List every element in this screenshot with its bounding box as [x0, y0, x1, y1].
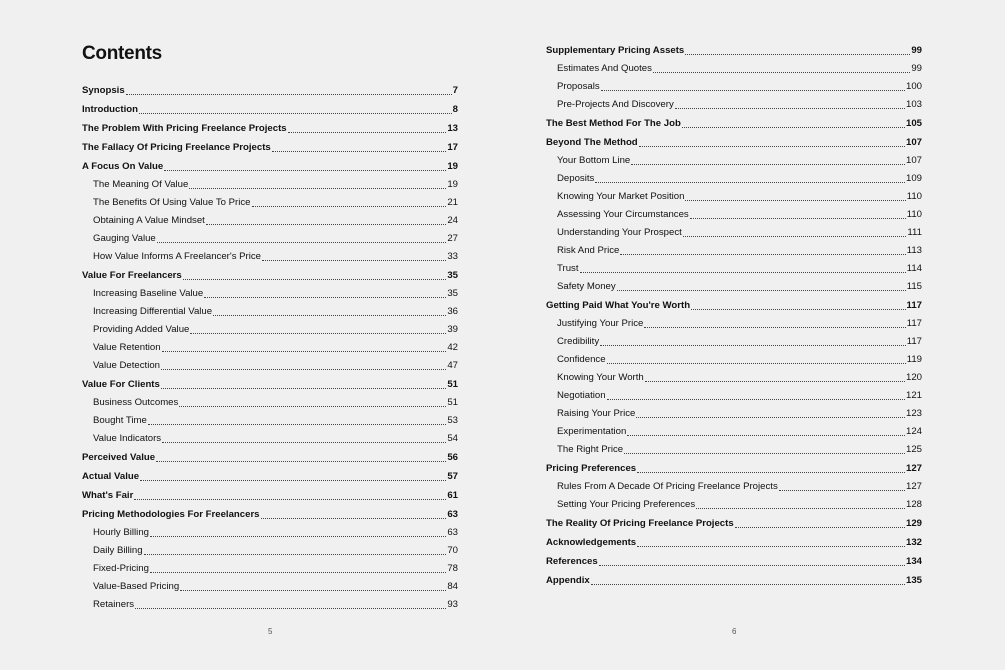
toc-entry-page: 117 — [906, 336, 922, 347]
toc-entry-label: Daily Billing — [93, 545, 143, 556]
toc-section[interactable] — [557, 63, 922, 75]
toc-section[interactable] — [93, 433, 458, 445]
toc-entry-page: 105 — [905, 118, 922, 129]
dot-leader — [639, 146, 905, 147]
toc-section[interactable] — [557, 372, 922, 384]
left-page — [0, 0, 502, 670]
dot-leader — [206, 224, 447, 225]
toc-entry-label: Pricing Methodologies For Freelancers — [82, 509, 260, 520]
dot-leader — [134, 499, 446, 500]
toc-chapter[interactable] — [82, 85, 458, 97]
dot-leader — [126, 94, 452, 95]
toc-section[interactable] — [557, 444, 922, 456]
dot-leader — [161, 369, 446, 370]
toc-entry-label: Credibility — [557, 336, 600, 347]
toc-entry-page: 129 — [905, 518, 922, 529]
toc-entry-label: Safety Money — [557, 281, 616, 292]
dot-leader — [690, 218, 906, 219]
toc-section[interactable] — [557, 481, 922, 493]
toc-entry-page: 93 — [447, 599, 458, 610]
toc-entry-label: Obtaining A Value Mindset — [93, 215, 205, 226]
dot-leader — [139, 113, 452, 114]
toc-entry-label: How Value Informs A Freelancer's Price — [93, 251, 262, 262]
toc-entry-label: Acknowledgements — [546, 537, 637, 548]
toc-entry-page: 84 — [447, 581, 458, 592]
dot-leader — [180, 590, 446, 591]
dot-leader — [696, 508, 905, 509]
dot-leader — [601, 90, 905, 91]
toc-entry-page: 110 — [906, 209, 922, 220]
toc-entry-label: What's Fair — [82, 490, 134, 501]
dot-leader — [637, 472, 905, 473]
toc-entry-label: Actual Value — [82, 471, 140, 482]
dot-leader — [675, 108, 905, 109]
toc-entry-page: 124 — [905, 426, 922, 437]
toc-section[interactable] — [93, 215, 458, 227]
toc-entry-page: 115 — [906, 281, 922, 292]
toc-chapter[interactable] — [546, 118, 922, 130]
toc-section[interactable] — [557, 390, 922, 402]
toc-section[interactable] — [93, 288, 458, 300]
dot-leader — [288, 132, 447, 133]
toc-entry-label: Experimentation — [557, 426, 627, 437]
dot-leader — [683, 236, 907, 237]
toc-entry-page: 117 — [906, 300, 922, 311]
toc-entry-label: Perceived Value — [82, 452, 156, 463]
toc-entry-page: 63 — [447, 527, 458, 538]
toc-entry-page: 19 — [447, 161, 458, 172]
dot-leader — [631, 164, 905, 165]
toc-entry-page: 135 — [905, 575, 922, 586]
toc-entry-label: Pricing Preferences — [546, 463, 637, 474]
dot-leader — [653, 72, 910, 73]
toc-section[interactable] — [557, 499, 922, 511]
toc-entry-page: 63 — [447, 509, 458, 520]
toc-entry-label: Pre-Projects And Discovery — [557, 99, 674, 110]
page-number: 5 — [268, 627, 273, 636]
dot-leader — [213, 315, 446, 316]
dot-leader — [161, 388, 446, 389]
toc-chapter[interactable] — [546, 518, 922, 530]
dot-leader — [617, 290, 906, 291]
toc-chapter[interactable] — [82, 123, 458, 135]
toc-entry-label: Raising Your Price — [557, 408, 636, 419]
toc-entry-label: Increasing Baseline Value — [93, 288, 204, 299]
toc-entry-label: The Problem With Pricing Freelance Projects — [82, 123, 287, 134]
toc-entry-page: 99 — [911, 45, 922, 56]
dot-leader — [148, 424, 446, 425]
toc-entry-label: Negotiation — [557, 390, 606, 401]
toc-entry-page: 70 — [447, 545, 458, 556]
toc-entry-label: Hourly Billing — [93, 527, 149, 538]
toc-entry-label: Rules From A Decade Of Pricing Freelance Projects — [557, 481, 778, 492]
toc-entry-label: Estimates And Quotes — [557, 63, 652, 74]
toc-entry-page: 120 — [905, 372, 922, 383]
toc-section[interactable] — [93, 197, 458, 209]
toc-section[interactable] — [557, 408, 922, 420]
toc-chapter[interactable] — [82, 104, 458, 116]
dot-leader — [636, 417, 905, 418]
toc-section[interactable] — [557, 245, 922, 257]
toc-section[interactable] — [93, 324, 458, 336]
right-page — [502, 0, 1005, 670]
toc-chapter[interactable] — [82, 490, 458, 502]
toc-entry-page: 127 — [905, 481, 922, 492]
toc-entry-page: 27 — [447, 233, 458, 244]
toc-entry-page: 53 — [447, 415, 458, 426]
toc-entry-label: Getting Paid What You're Worth — [546, 300, 691, 311]
dot-leader — [620, 254, 905, 255]
toc-entry-label: The Meaning Of Value — [93, 179, 189, 190]
toc-section[interactable] — [557, 281, 922, 293]
dot-leader — [682, 127, 905, 128]
dot-leader — [140, 480, 446, 481]
toc-chapter[interactable] — [82, 452, 458, 464]
dot-leader — [150, 536, 446, 537]
toc-entry-label: The Right Price — [557, 444, 624, 455]
toc-section[interactable] — [557, 336, 922, 348]
toc-entry-page: 123 — [905, 408, 922, 419]
toc-entry-page: 42 — [447, 342, 458, 353]
toc-entry-page: 51 — [447, 397, 458, 408]
toc-section[interactable] — [93, 563, 458, 575]
toc-entry-page: 24 — [447, 215, 458, 226]
dot-leader — [162, 442, 446, 443]
page-title: Contents — [82, 43, 162, 64]
toc-section[interactable] — [93, 397, 458, 409]
dot-leader — [607, 363, 906, 364]
dot-leader — [685, 54, 910, 55]
toc-entry-page: 119 — [906, 354, 922, 365]
dot-leader — [156, 461, 446, 462]
toc-entry-page: 107 — [905, 155, 922, 166]
dot-leader — [189, 188, 446, 189]
dot-leader — [580, 272, 906, 273]
toc-entry-label: Trust — [557, 263, 579, 274]
toc-entry-label: Value Detection — [93, 360, 161, 371]
dot-leader — [637, 546, 905, 547]
dot-leader — [262, 260, 446, 261]
toc-entry-page: 111 — [907, 227, 922, 238]
toc-entry-page: 128 — [905, 499, 922, 510]
toc-entry-page: 17 — [447, 142, 458, 153]
toc-section[interactable] — [93, 233, 458, 245]
toc-section[interactable] — [93, 527, 458, 539]
toc-entry-label: Providing Added Value — [93, 324, 190, 335]
toc-section[interactable] — [557, 426, 922, 438]
toc-entry-page: 36 — [447, 306, 458, 317]
toc-entry-label: A Focus On Value — [82, 161, 164, 172]
toc-entry-page: 39 — [447, 324, 458, 335]
dot-leader — [183, 279, 447, 280]
toc-entry-page: 113 — [906, 245, 922, 256]
toc-chapter[interactable] — [546, 463, 922, 475]
dot-leader — [135, 608, 446, 609]
toc-entry-label: Introduction — [82, 104, 138, 115]
toc-entry-label: The Best Method For The Job — [546, 118, 681, 129]
toc-entry-page: 51 — [447, 379, 458, 390]
dot-leader — [645, 381, 905, 382]
toc-chapter[interactable] — [82, 379, 458, 391]
toc-entry-label: Retainers — [93, 599, 135, 610]
toc-section[interactable] — [93, 599, 458, 611]
toc-entry-page: 100 — [905, 81, 922, 92]
toc-section[interactable] — [557, 354, 922, 366]
dot-leader — [157, 242, 447, 243]
toc-section[interactable] — [557, 209, 922, 221]
toc-entry-page: 7 — [452, 85, 458, 96]
toc-entry-label: Deposits — [557, 173, 595, 184]
toc-entry-label: Proposals — [557, 81, 600, 92]
toc-chapter[interactable] — [546, 300, 922, 312]
dot-leader — [272, 151, 447, 152]
toc-entry-label: Appendix — [546, 575, 590, 586]
toc-entry-label: Confidence — [557, 354, 606, 365]
dot-leader — [600, 345, 906, 346]
toc-chapter[interactable] — [546, 137, 922, 149]
toc-section[interactable] — [557, 191, 922, 203]
toc-entry-label: Supplementary Pricing Assets — [546, 45, 685, 56]
page-number: 6 — [732, 627, 737, 636]
toc-chapter[interactable] — [82, 142, 458, 154]
toc-entry-page: 114 — [906, 263, 922, 274]
toc-entry-page: 56 — [447, 452, 458, 463]
toc-chapter[interactable] — [82, 509, 458, 521]
dot-leader — [204, 297, 446, 298]
toc-entry-label: Value-Based Pricing — [93, 581, 180, 592]
toc-section[interactable] — [93, 545, 458, 557]
toc-section[interactable] — [557, 155, 922, 167]
toc-entry-page: 117 — [906, 318, 922, 329]
toc-entry-page: 54 — [447, 433, 458, 444]
toc-entry-label: Value Indicators — [93, 433, 162, 444]
toc-chapter[interactable] — [82, 471, 458, 483]
toc-section[interactable] — [557, 318, 922, 330]
dot-leader — [691, 309, 905, 310]
dot-leader — [150, 572, 446, 573]
toc-entry-label: Assessing Your Circumstances — [557, 209, 689, 220]
dot-leader — [179, 406, 446, 407]
toc-entry-label: Beyond The Method — [546, 137, 638, 148]
toc-entry-label: Value For Freelancers — [82, 270, 182, 281]
toc-entry-page: 47 — [447, 360, 458, 371]
toc-entry-label: Increasing Differential Value — [93, 306, 213, 317]
dot-leader — [685, 200, 905, 201]
toc-entry-page: 57 — [447, 471, 458, 482]
toc-section[interactable] — [557, 173, 922, 185]
toc-entry-label: Setting Your Pricing Preferences — [557, 499, 696, 510]
toc-entry-label: Gauging Value — [93, 233, 156, 244]
toc-section[interactable] — [93, 581, 458, 593]
toc-entry-page: 125 — [905, 444, 922, 455]
toc-entry-label: The Reality Of Pricing Freelance Projects — [546, 518, 734, 529]
toc-chapter[interactable] — [82, 161, 458, 173]
toc-entry-page: 8 — [452, 104, 458, 115]
dot-leader — [624, 453, 905, 454]
toc-entry-label: Knowing Your Market Position — [557, 191, 685, 202]
toc-entry-label: Justifying Your Price — [557, 318, 644, 329]
toc-entry-label: Bought Time — [93, 415, 147, 426]
toc-entry-page: 127 — [905, 463, 922, 474]
toc-entry-page: 103 — [905, 99, 922, 110]
dot-leader — [252, 206, 447, 207]
toc-entry-label: Risk And Price — [557, 245, 620, 256]
toc-entry-label: Fixed-Pricing — [93, 563, 149, 574]
toc-entry-label: The Benefits Of Using Value To Price — [93, 197, 251, 208]
toc-section[interactable] — [557, 99, 922, 111]
toc-chapter[interactable] — [546, 556, 922, 568]
toc-entry-label: Value Retention — [93, 342, 161, 353]
toc-entry-page: 110 — [906, 191, 922, 202]
toc-entry-page: 13 — [447, 123, 458, 134]
toc-entry-page: 35 — [447, 270, 458, 281]
toc-entry-page: 99 — [911, 63, 922, 74]
toc-entry-label: Synopsis — [82, 85, 125, 96]
dot-leader — [627, 435, 905, 436]
toc-section[interactable] — [557, 263, 922, 275]
toc-chapter[interactable] — [546, 45, 922, 57]
toc-entry-page: 33 — [447, 251, 458, 262]
toc-section[interactable] — [557, 81, 922, 93]
dot-leader — [162, 351, 447, 352]
toc-entry-page: 134 — [905, 556, 922, 567]
dot-leader — [595, 182, 905, 183]
dot-leader — [164, 170, 446, 171]
toc-entry-page: 19 — [447, 179, 458, 190]
toc-section[interactable] — [93, 179, 458, 191]
toc-entry-page: 61 — [447, 490, 458, 501]
toc-section[interactable] — [93, 251, 458, 263]
toc-section[interactable] — [93, 306, 458, 318]
dot-leader — [190, 333, 446, 334]
toc-entry-label: Understanding Your Prospect — [557, 227, 682, 238]
toc-section[interactable] — [93, 342, 458, 354]
dot-leader — [144, 554, 447, 555]
toc-entry-page: 121 — [905, 390, 922, 401]
toc-entry-page: 132 — [905, 537, 922, 548]
dot-leader — [644, 327, 905, 328]
dot-leader — [261, 518, 447, 519]
toc-section[interactable] — [557, 227, 922, 239]
toc-entry-page: 78 — [447, 563, 458, 574]
toc-entry-label: The Fallacy Of Pricing Freelance Projects — [82, 142, 271, 153]
dot-leader — [779, 490, 905, 491]
toc-chapter[interactable] — [546, 537, 922, 549]
dot-leader — [607, 399, 905, 400]
toc-entry-label: References — [546, 556, 598, 567]
toc-entry-label: Knowing Your Worth — [557, 372, 644, 383]
dot-leader — [591, 584, 905, 585]
toc-entry-label: Your Bottom Line — [557, 155, 631, 166]
toc-entry-page: 21 — [447, 197, 458, 208]
toc-entry-page: 107 — [905, 137, 922, 148]
toc-section[interactable] — [93, 415, 458, 427]
toc-chapter[interactable] — [82, 270, 458, 282]
toc-entry-label: Business Outcomes — [93, 397, 179, 408]
toc-chapter[interactable] — [546, 575, 922, 587]
toc-section[interactable] — [93, 360, 458, 372]
toc-entry-page: 35 — [447, 288, 458, 299]
toc-entry-label: Value For Clients — [82, 379, 160, 390]
dot-leader — [599, 565, 905, 566]
toc-entry-page: 109 — [905, 173, 922, 184]
dot-leader — [735, 527, 905, 528]
